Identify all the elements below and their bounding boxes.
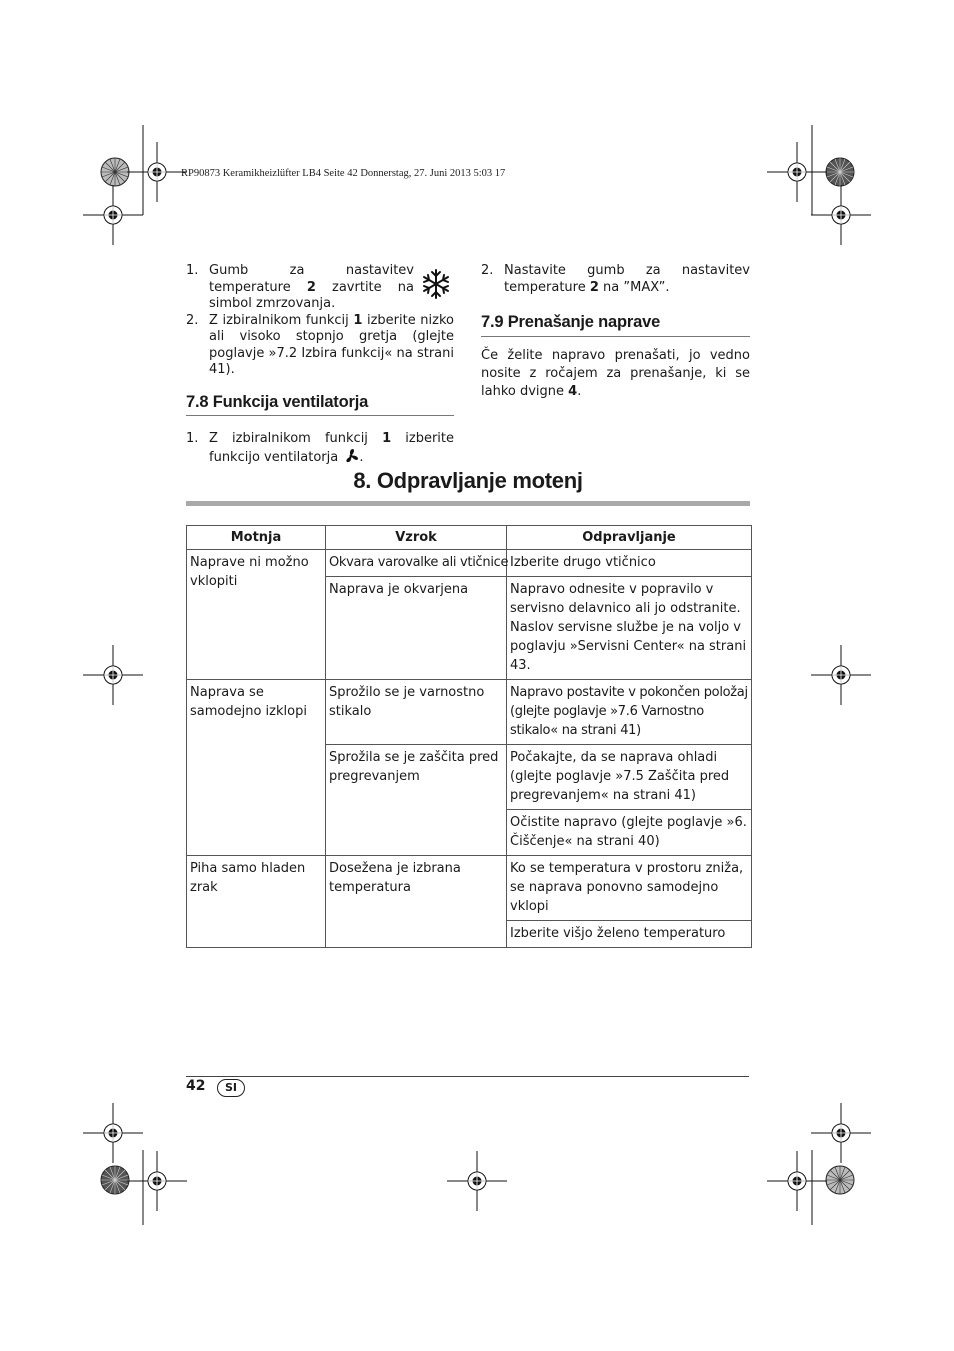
table-cell-problem: Piha samo hladen zrak xyxy=(187,856,326,948)
table-row xyxy=(187,856,752,921)
troubleshooting-table xyxy=(186,525,752,948)
list-item-step-2 xyxy=(186,313,454,379)
print-slug-line: RP90873 Keramikheizlüfter LB4 Seite 42 Donnerstag, 27. Juni 2013 5:03 17 xyxy=(181,168,506,179)
list-text: Gumb za nastavitev temperature 2 zavrtite na simbol zmrzovanja. xyxy=(209,263,414,311)
table-cell-solution: Ko se temperatura v prostoru zniža, se naprava ponovno samodejno vklopi xyxy=(507,856,752,921)
list-item-step-2-right xyxy=(481,263,750,296)
list-number: 1. xyxy=(186,263,199,278)
list-text: Z izbiralnikom funkcij 1 izberite nizko ali visoko stopnjo gretja (glejte poglavje »7.2 Izbira funkcij« na strani 41). xyxy=(209,312,454,377)
table-row xyxy=(187,550,752,577)
table-cell-cause: Sprožilo se je varnostno stikalo xyxy=(326,680,507,745)
list-number: 2. xyxy=(186,312,199,328)
table-cell-solution: Izberite višjo želeno temperaturo xyxy=(507,921,752,948)
table-header-row xyxy=(187,526,752,550)
table-cell-problem: Naprave ni možno vklopiti xyxy=(187,550,326,680)
left-column xyxy=(186,263,454,466)
table-row xyxy=(187,680,752,745)
section-heading-rule xyxy=(186,415,454,416)
section-heading-transport: 7.9 Prenašanje naprave xyxy=(481,313,661,331)
table-cell-solution: Izberite drugo vtičnico xyxy=(507,550,752,577)
table-cell-problem: Naprava se samodejno izklopi xyxy=(187,680,326,856)
language-badge: SI xyxy=(217,1079,245,1097)
list-item-step-1 xyxy=(186,263,454,313)
page-title: 8. Odpravljanje motenj xyxy=(353,468,583,493)
table-cell-solution: Napravo postavite v pokončen položaj (glejte poglavje »7.6 Varnostno stikalo« na strani 41) xyxy=(507,680,752,745)
list-text: Nastavite gumb za nastavitev temperature 2 na ”MAX”. xyxy=(504,263,750,295)
title-divider-bar xyxy=(186,501,750,506)
table-cell-solution: Očistite napravo (glejte poglavje »6. Čiščenje« na strani 40) xyxy=(507,810,752,856)
page-number: 42 xyxy=(186,1078,206,1094)
table-header-cell: Motnja xyxy=(187,526,326,550)
snowflake-icon xyxy=(422,267,450,301)
table-cell-solution: Počakajte, da se naprava ohladi (glejte poglavje »7.5 Zaščita pred pregrevanjem« na strani 41) xyxy=(507,745,752,810)
section-heading-fan: 7.8 Funkcija ventilatorja xyxy=(186,392,369,411)
fan-icon xyxy=(343,448,359,464)
table-cell-cause: Dosežena je izbrana temperatura xyxy=(326,856,507,948)
list-number: 2. xyxy=(481,263,494,278)
transport-paragraph: Če želite napravo prenašati, jo vedno nosite z ročajem za prenašanje, ki se lahko dvigne 4. xyxy=(481,347,750,399)
section-heading-rule xyxy=(481,336,750,337)
footer-rule xyxy=(186,1076,749,1077)
table-cell-solution: Napravo odnesite v popravilo v servisno delavnico ali jo odstranite. Naslov servisne službe je na voljo v poglavju »Servisni Center« na strani 43. xyxy=(507,577,752,680)
list-item-fan-step-1 xyxy=(186,431,454,466)
list-text: Z izbiralnikom funkcij 1 izberite funkcijo ventilatorja . xyxy=(209,431,454,465)
table-header-cell: Odpravljanje xyxy=(507,526,752,550)
table-cell-cause: Naprava je okvarjena xyxy=(326,577,507,680)
table-header-cell: Vzrok xyxy=(326,526,507,550)
list-number: 1. xyxy=(186,431,199,446)
table-cell-cause: Sprožila se je zaščita pred pregrevanjem xyxy=(326,745,507,856)
right-column xyxy=(481,263,750,401)
table-cell-cause: Okvara varovalke ali vtičnice xyxy=(326,550,507,577)
